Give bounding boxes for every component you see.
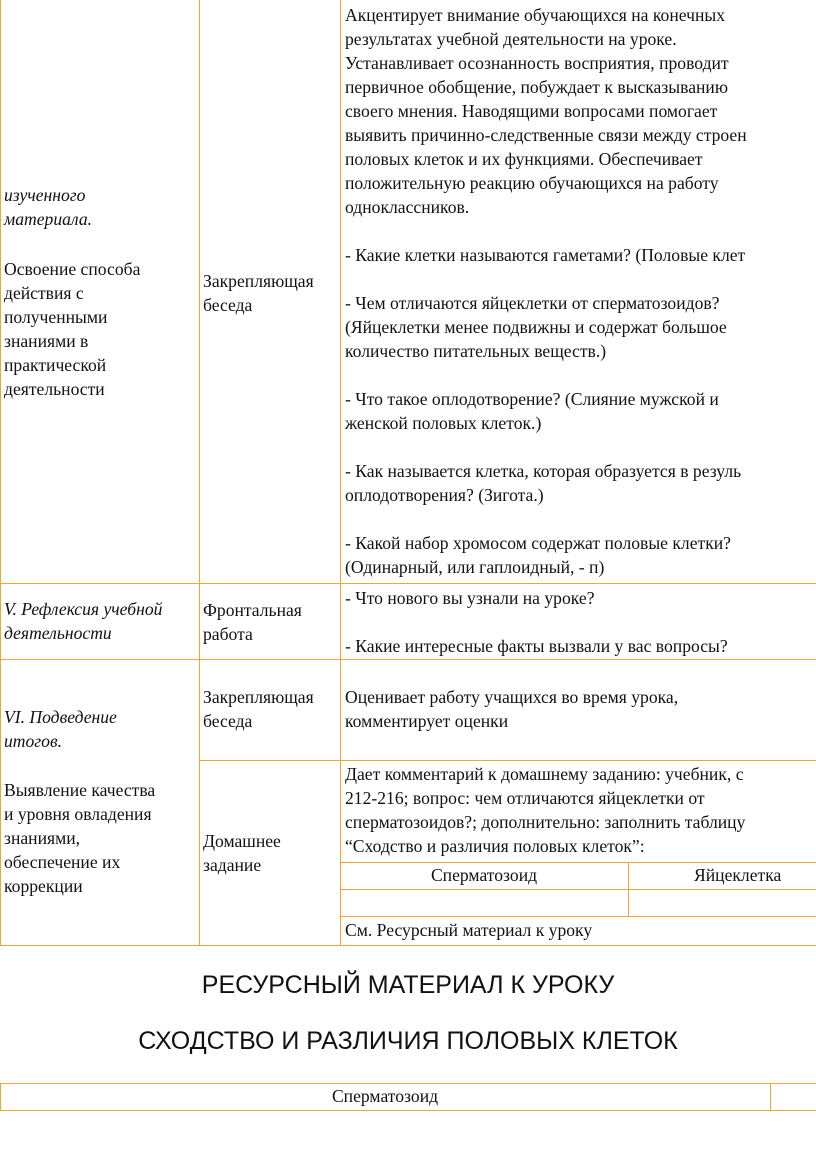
question-line: - Какие клетки называются гаметами? (Половые клет bbox=[345, 245, 746, 265]
table-border bbox=[340, 862, 816, 863]
method-line: задание bbox=[203, 855, 262, 875]
stage-line: Освоение способа bbox=[4, 259, 141, 279]
method-line: Фронтальная bbox=[203, 600, 302, 620]
resource-note: См. Ресурсный материал к уроку bbox=[345, 920, 593, 940]
question-line: - Какие интересные факты вызвали у вас вопросы? bbox=[345, 636, 728, 656]
method-line: беседа bbox=[203, 295, 253, 315]
content-line: Дает комментарий к домашнему заданию: учебник, с bbox=[345, 764, 744, 784]
content-line: одноклассников. bbox=[345, 197, 470, 217]
table-border bbox=[0, 0, 1, 945]
content-line: результатах учебной деятельности на уроке. bbox=[345, 29, 677, 49]
question-line: количество питательных веществ.) bbox=[345, 341, 607, 361]
stage-line: деятельности bbox=[4, 379, 105, 399]
resource-table-header: Сперматозоид bbox=[331, 1086, 439, 1106]
content-line: сперматозоидов?; дополнительно: заполнить таблицу bbox=[345, 812, 746, 832]
table-border bbox=[0, 659, 816, 660]
content-line: Устанавливает осознанность восприятия, проводит bbox=[345, 53, 729, 73]
question-line: (Яйцеклетки менее подвижны и содержат большое bbox=[345, 317, 727, 337]
stage-line: изученного bbox=[4, 185, 86, 205]
stage-line: знаниями, bbox=[4, 828, 81, 848]
question-line: - Что нового вы узнали на уроке? bbox=[345, 588, 595, 608]
stage-line: итогов. bbox=[4, 731, 62, 751]
question-line: - Как называется клетка, которая образуется в резуль bbox=[345, 461, 742, 481]
question-line: оплодотворения? (Зигота.) bbox=[345, 485, 544, 505]
content-line: своего мнения. Наводящими вопросами помогает bbox=[345, 101, 718, 121]
table-border bbox=[199, 760, 816, 761]
question-line: - Чем отличаются яйцеклетки от сперматозоидов? bbox=[345, 293, 720, 313]
content-line: Акцентирует внимание обучающихся на конечных bbox=[345, 5, 725, 25]
table-border bbox=[199, 0, 200, 945]
stage-line: материала. bbox=[4, 209, 93, 229]
mini-table-header: Яйцеклетка bbox=[694, 865, 782, 885]
mini-table-header: Сперматозоид bbox=[430, 865, 538, 885]
content-line: 212-216; вопрос: чем отличаются яйцеклетки от bbox=[345, 788, 705, 808]
table-border bbox=[340, 0, 341, 945]
question-line: - Какой набор хромосом содержат половые клетки? bbox=[345, 533, 731, 553]
stage-line: коррекции bbox=[4, 876, 83, 896]
stage-line: V. Рефлексия учебной bbox=[4, 599, 163, 619]
question-line: - Что такое оплодотворение? (Слияние мужской и bbox=[345, 389, 719, 409]
question-line: (Одинарный, или гаплоидный, - п) bbox=[345, 557, 605, 577]
content-line: половых клеток и их функциями. Обеспечивает bbox=[345, 149, 703, 169]
content-line: комментирует оценки bbox=[345, 711, 509, 731]
table-border bbox=[0, 945, 816, 946]
method-line: Закрепляющая bbox=[203, 687, 314, 707]
question-line: женской половых клеток.) bbox=[345, 413, 542, 433]
method-line: Закрепляющая bbox=[203, 271, 314, 291]
stage-line: VI. Подведение bbox=[4, 707, 117, 727]
stage-line: и уровня овладения bbox=[4, 804, 152, 824]
table-border bbox=[770, 1083, 771, 1111]
method-line: Домашнее bbox=[203, 831, 281, 851]
resource-subtitle: СХОДСТВО И РАЗЛИЧИЯ ПОЛОВЫХ КЛЕТОК bbox=[138, 1027, 678, 1055]
content-line: Оценивает работу учащихся во время урока, bbox=[345, 687, 679, 707]
stage-line: действия с bbox=[4, 283, 84, 303]
table-border bbox=[0, 583, 816, 584]
stage-line: деятельности bbox=[4, 623, 112, 643]
method-line: работа bbox=[203, 624, 253, 644]
stage-line: практической bbox=[4, 355, 107, 375]
table-border bbox=[340, 916, 816, 917]
content-line: выявить причинно-следственные связи между строен bbox=[345, 125, 747, 145]
stage-line: обеспечение их bbox=[4, 852, 121, 872]
resource-title: РЕСУРСНЫЙ МАТЕРИАЛ К УРОКУ bbox=[201, 971, 615, 999]
method-line: беседа bbox=[203, 711, 253, 731]
content-line: “Сходство и различия половых клеток”: bbox=[345, 836, 645, 856]
content-line: положительную реакцию обучающихся на работу bbox=[345, 173, 719, 193]
table-border bbox=[628, 862, 629, 916]
stage-line: Выявление качества bbox=[4, 780, 156, 800]
content-line: первичное обобщение, побуждает к высказыванию bbox=[345, 77, 728, 97]
table-border bbox=[0, 1110, 816, 1111]
table-border bbox=[340, 889, 816, 890]
stage-line: полученными bbox=[4, 307, 108, 327]
stage-line: знаниями в bbox=[4, 331, 89, 351]
table-border bbox=[0, 1083, 816, 1084]
